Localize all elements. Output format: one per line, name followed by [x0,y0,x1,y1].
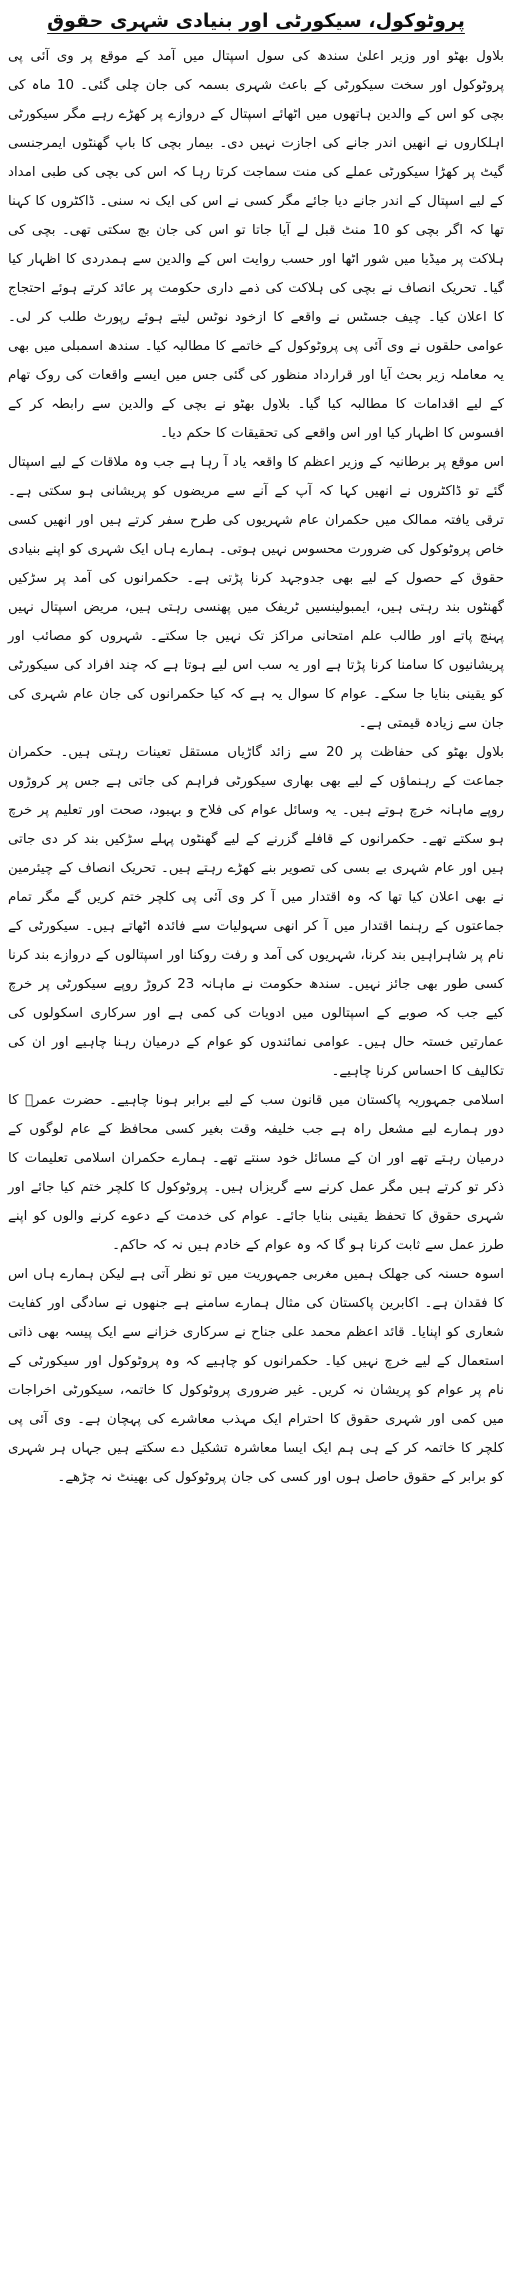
article-paragraph: اس موقع پر برطانیہ کے وزیر اعظم کا واقعہ یاد آ رہا ہے جب وہ ملاقات کے لیے اسپتال گئے تو ڈاکٹروں نے انھیں کہا کہ آپ کے آنے سے مریضوں کو پریشانی ہو سکتی ہے۔ ترقی یافتہ ممالک میں حکمران عام شہریوں کی طرح سفر کرتے ہیں اور انھیں کسی خاص پروٹوکول کی ضرورت محسوس نہیں ہوتی۔ ہمارے ہاں ایک شہری کو اپنے بنیادی حقوق کے حصول کے لیے بھی جدوجہد کرنا پڑتی ہے۔ حکمرانوں کی آمد پر سڑکیں گھنٹوں بند رہتی ہیں، ایمبولینسیں ٹریفک میں پھنسی رہتی ہیں، مریض اسپتال نہیں پہنچ پاتے اور طالب علم امتحانی مراکز تک نہیں جا سکتے۔ شہروں کو مصائب اور پریشانیوں کا سامنا کرنا پڑتا ہے اور یہ سب اس لیے ہوتا ہے کہ چند افراد کی سیکورٹی کو یقینی بنایا جا سکے۔ عوام کا سوال یہ ہے کہ کیا حکمرانوں کی جان عام شہری کی جان سے زیادہ قیمتی ہے۔ [8,455,504,731]
article-paragraph: اسوہ حسنہ کی جھلک ہمیں مغربی جمہوریت میں تو نظر آتی ہے لیکن ہمارے ہاں اس کا فقدان ہے۔ اکابرین پاکستان کی مثال ہمارے سامنے ہے جنھوں نے سادگی اور کفایت شعاری کو اپنایا۔ قائد اعظم محمد علی جناح نے سرکاری خزانے سے ایک پیسہ بھی ذاتی استعمال کے لیے خرچ نہیں کیا۔ حکمرانوں کو چاہیے کہ وہ پروٹوکول اور سیکورٹی کے نام پر عوام کو پریشان نہ کریں۔ غیر ضروری پروٹوکول کا خاتمہ، سیکورٹی اخراجات میں کمی اور شہری حقوق کا احترام ایک مہذب معاشرے کی پہچان ہے۔ وی آئی پی کلچر کا خاتمہ کر کے ہی ہم ایک ایسا معاشرہ تشکیل دے سکتے ہیں جہاں ہر شہری کو برابر کے حقوق حاصل ہوں اور کسی کی جان پروٹوکول کی بھینٹ نہ چڑھے۔ [8,1267,504,1485]
article-title: پروٹوکول، سیکورٹی اور بنیادی شہری حقوق [47,10,465,32]
article-paragraph: بلاول بھٹو کی حفاظت پر 20 سے زائد گاڑیاں مستقل تعینات رہتی ہیں۔ حکمران جماعت کے رہنماؤں کے لیے بھی بھاری سیکورٹی فراہم کی جاتی ہے جس پر کروڑوں روپے ماہانہ خرچ ہوتے ہیں۔ یہ وسائل عوام کی فلاح و بہبود، صحت اور تعلیم پر خرچ ہو سکتے تھے۔ حکمرانوں کے قافلے گزرنے کے لیے گھنٹوں پہلے سڑکیں بند کر دی جاتی ہیں اور عام شہری بے بسی کی تصویر بنے کھڑے رہتے ہیں۔ تحریک انصاف کے چیئرمین نے بھی اعلان کیا تھا کہ وہ اقتدار میں آ کر وی آئی پی کلچر ختم کریں گے مگر تمام جماعتوں کے رہنما اقتدار میں آ کر انھی سہولیات سے فائدہ اٹھاتے ہیں۔ سیکورٹی کے نام پر شاہراہیں بند کرنا، شہریوں کی آمد و رفت روکنا اور اسپتالوں کے دروازے بند کرنا کسی طور بھی جائز نہیں۔ سندھ حکومت نے ماہانہ 23 کروڑ روپے سیکورٹی پر خرچ کیے جب کہ صوبے کے اسپتالوں میں ادویات کی کمی ہے اور سرکاری اسکولوں کی عمارتیں خستہ حال ہیں۔ عوامی نمائندوں کو عوام کے درمیان رہنا چاہیے اور ان کی تکالیف کا احساس کرنا چاہیے۔ [8,745,504,1079]
article-paragraph: اسلامی جمہوریہ پاکستان میں قانون سب کے لیے برابر ہونا چاہیے۔ حضرت عمرؓ کا دور ہمارے لیے مشعل راہ ہے جب خلیفہ وقت بغیر کسی محافظ کے عام لوگوں کے درمیان رہتے تھے اور ان کے مسائل خود سنتے تھے۔ ہمارے حکمران اسلامی تعلیمات کا ذکر تو کرتے ہیں مگر عمل کرنے سے گریزاں ہیں۔ پروٹوکول کا کلچر ختم کیا جائے اور شہری حقوق کا تحفظ یقینی بنایا جائے۔ عوام کی خدمت کے دعوے کرنے والوں کو اپنے طرز عمل سے ثابت کرنا ہو گا کہ وہ عوام کے خادم ہیں نہ کہ حاکم۔ [8,1093,504,1253]
article-paragraph: بلاول بھٹو اور وزیر اعلیٰ سندھ کی سول اسپتال میں آمد کے موقع پر وی آئی پی پروٹوکول اور سخت سیکورٹی کے باعث شہری بسمہ کی جان چلی گئی۔ 10 ماہ کی بچی کو اس کے والدین ہاتھوں میں اٹھائے اسپتال کے دروازے پر کھڑے رہے مگر سیکورٹی اہلکاروں نے انھیں اندر جانے کی اجازت نہیں دی۔ بیمار بچی کا باپ گھنٹوں ایمرجنسی گیٹ پر کھڑا سیکورٹی عملے کی منت سماجت کرتا رہا کہ اس کی بچی کی طبی امداد کے لیے اسپتال کے اندر جانے دیا جائے مگر کسی نے اس کی ایک نہ سنی۔ ڈاکٹروں کا کہنا تھا کہ اگر بچی کو 10 منٹ قبل لے آیا جاتا تو اس کی جان بچ سکتی تھی۔ بچی کی ہلاکت پر میڈیا میں شور اٹھا اور حسب روایت اس کے والدین سے ہمدردی کا اظہار کیا گیا۔ تحریک انصاف نے بچی کی ہلاکت کی ذمے داری حکومت پر عائد کرتے ہوئے احتجاج کا اعلان کیا۔ چیف جسٹس نے واقعے کا ازخود نوٹس لیتے ہوئے رپورٹ طلب کر لی۔ عوامی حلقوں نے وی آئی پی پروٹوکول کے خاتمے کا مطالبہ کیا۔ سندھ اسمبلی میں بھی یہ معاملہ زیر بحث آیا اور قرارداد منظور کی گئی جس میں ایسے واقعات کی روک تھام کے لیے اقدامات کا مطالبہ کیا گیا۔ بلاول بھٹو نے بچی کے والدین سے رابطہ کر کے افسوس کا اظہار کیا اور اس واقعے کی تحقیقات کا حکم دیا۔ [8,49,504,441]
